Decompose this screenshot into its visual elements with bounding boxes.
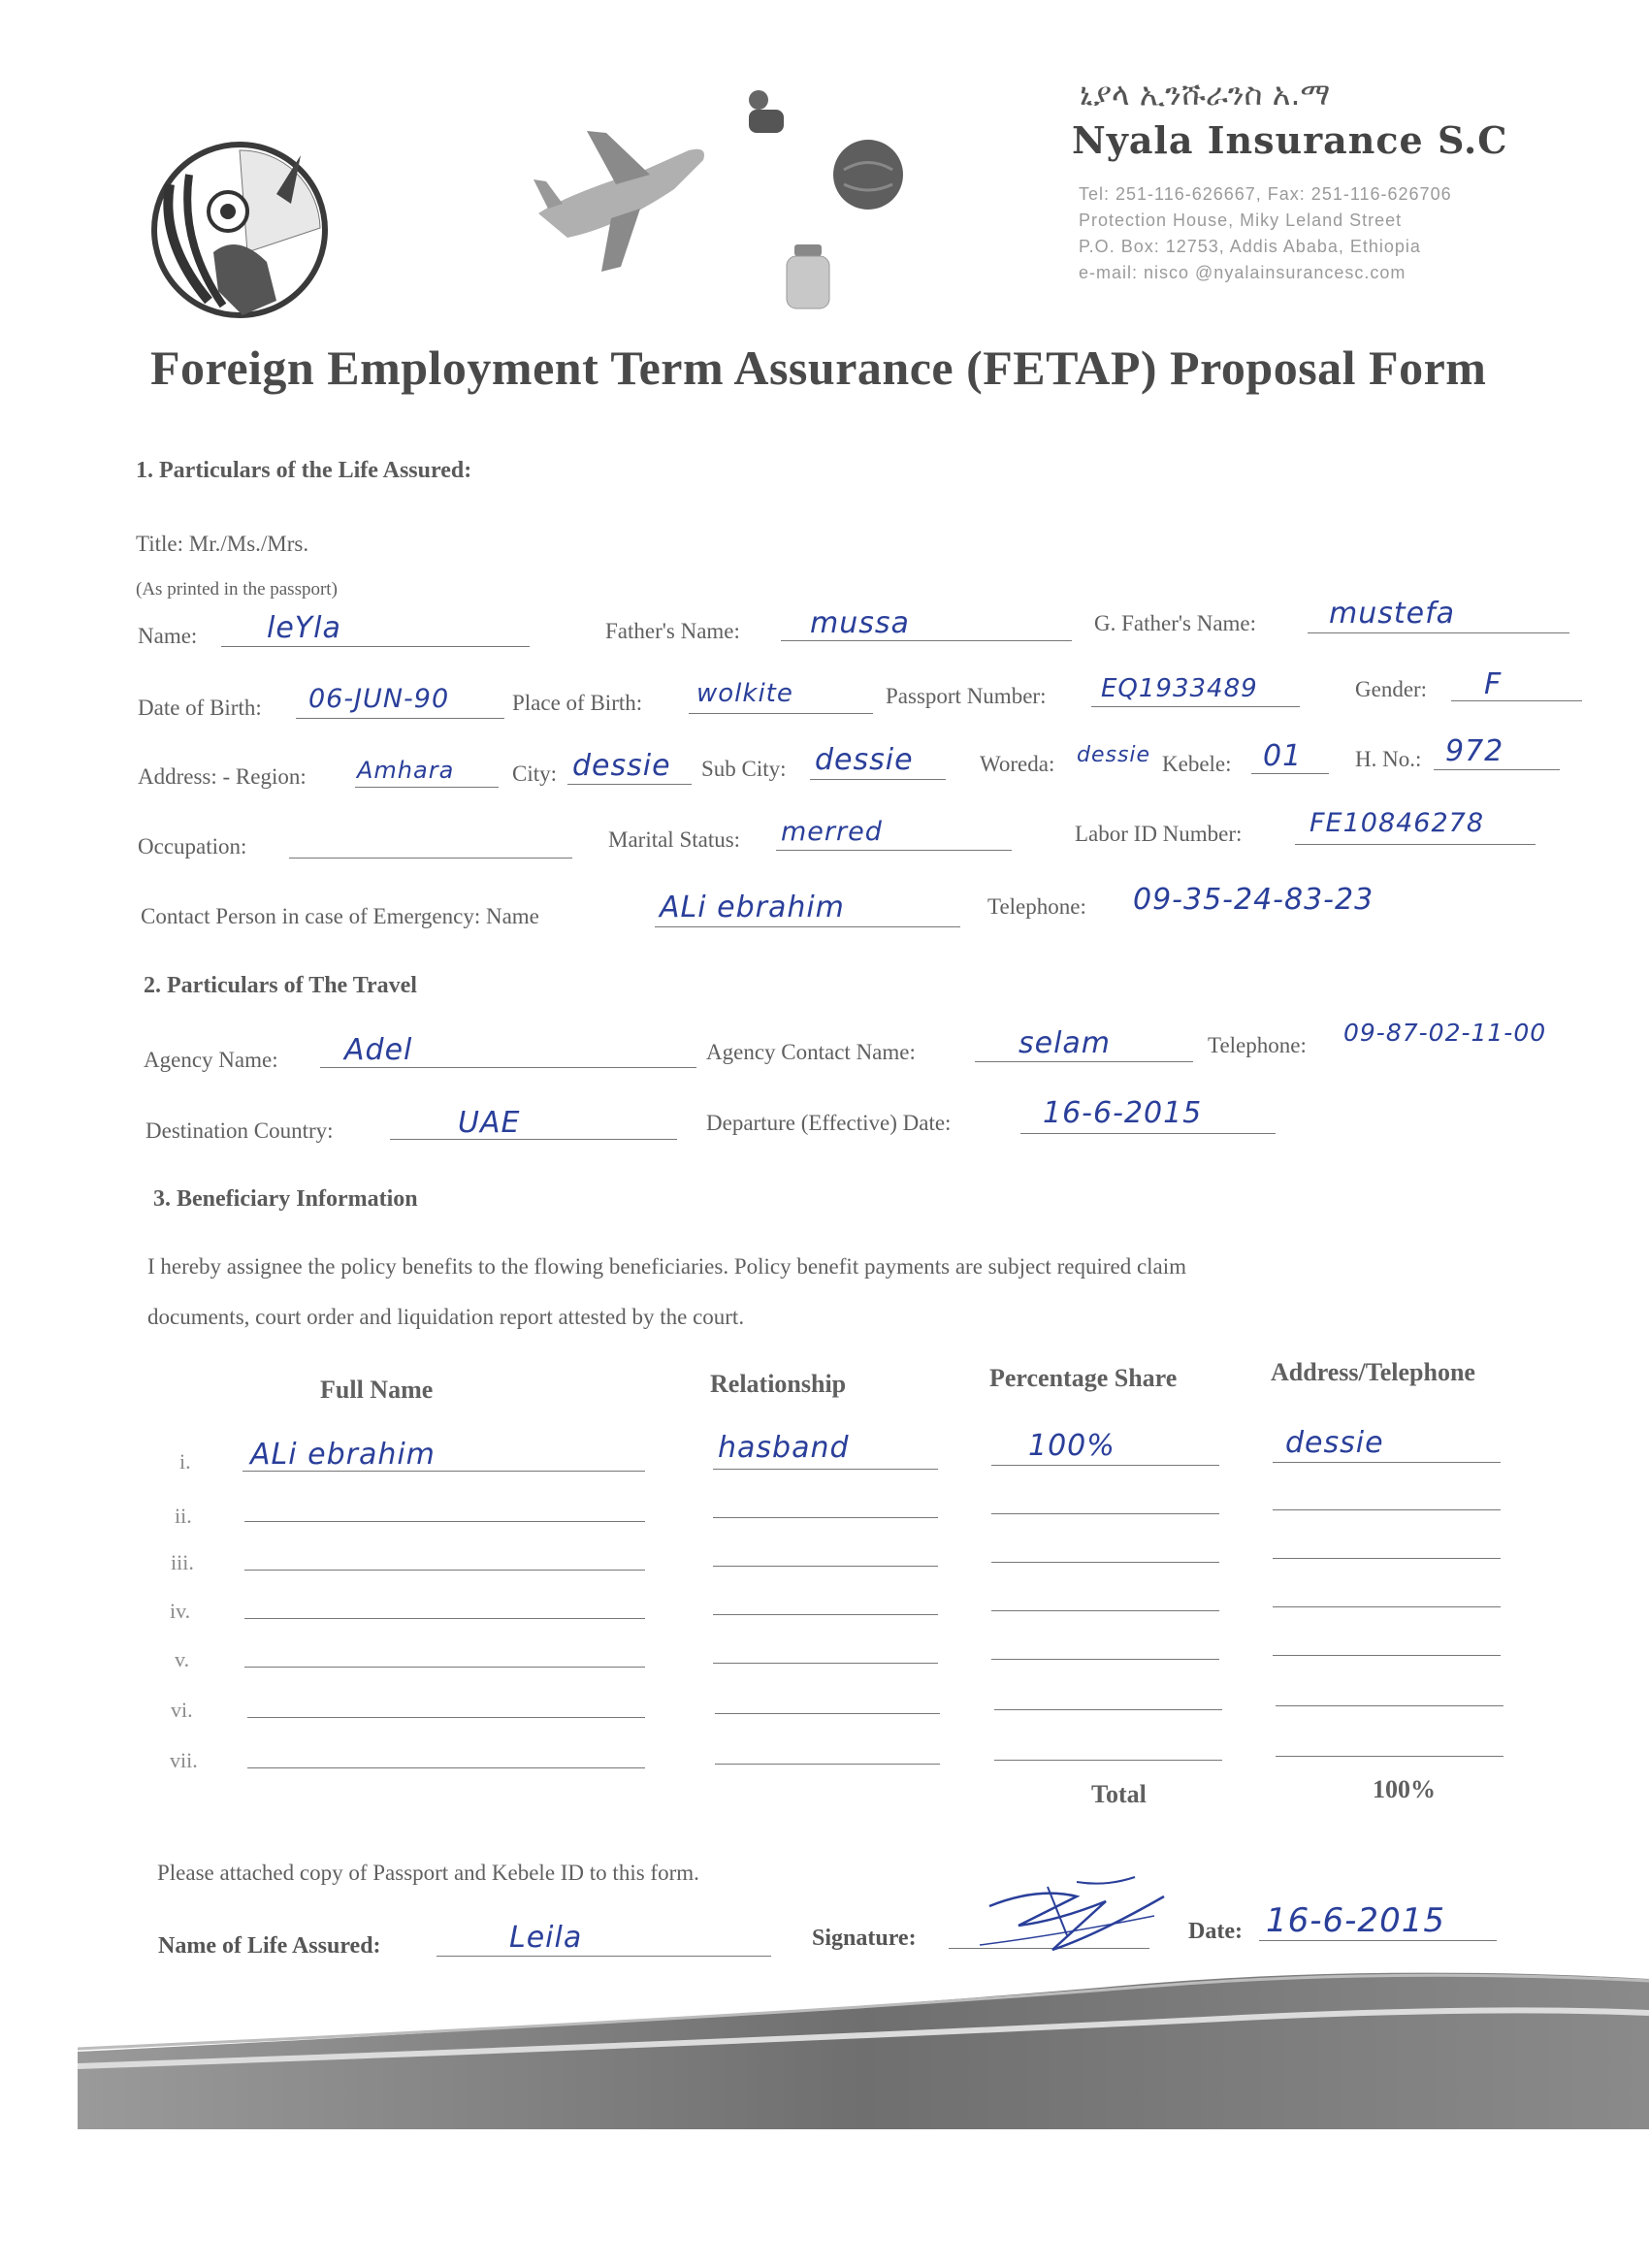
header-relationship: Relationship — [710, 1370, 847, 1398]
row-address-line[interactable] — [1273, 1606, 1501, 1607]
title-label: Title: Mr./Ms./Mrs. — [136, 532, 309, 556]
agency-name-field[interactable]: Adel — [344, 1033, 413, 1067]
row-relationship-line[interactable] — [713, 1663, 938, 1664]
gfather-name-label: G. Father's Name: — [1094, 611, 1257, 635]
signature-image[interactable] — [960, 1867, 1183, 1964]
region-field[interactable]: Amhara — [357, 757, 455, 784]
company-po-box: P.O. Box: 12753, Addis Ababa, Ethiopia — [1079, 237, 1421, 256]
passport-label: Passport Number: — [886, 684, 1047, 708]
company-amharic-name: ኒያላ ኢንሹራንስ አ.ማ — [1080, 76, 1331, 113]
labor-id-line — [1295, 844, 1536, 845]
row-address-line[interactable] — [1276, 1705, 1504, 1706]
header-percentage-share: Percentage Share — [989, 1364, 1178, 1392]
signature-label: Signature: — [812, 1926, 917, 1951]
row-number: i. — [179, 1449, 191, 1474]
emergency-contact-line — [655, 926, 960, 927]
row-relationship-line[interactable] — [715, 1764, 940, 1765]
row-share-line[interactable] — [991, 1562, 1219, 1563]
departure-label: Departure (Effective) Date: — [706, 1111, 952, 1135]
marital-label: Marital Status: — [608, 827, 741, 852]
subcity-field[interactable]: dessie — [815, 743, 914, 777]
row-address-line[interactable] — [1273, 1509, 1501, 1510]
woreda-label: Woreda: — [980, 752, 1055, 776]
date-line — [1259, 1940, 1497, 1941]
company-email: e-mail: nisco @nyalainsurancesc.com — [1079, 263, 1406, 282]
row-address-line[interactable] — [1276, 1756, 1504, 1757]
row-number: v. — [175, 1647, 190, 1671]
marital-field[interactable]: merred — [781, 817, 883, 847]
row-relationship-line[interactable] — [713, 1566, 938, 1567]
pob-label: Place of Birth: — [512, 691, 643, 715]
agency-contact-field[interactable]: selam — [1018, 1026, 1112, 1060]
agency-contact-label: Agency Contact Name: — [706, 1040, 916, 1064]
occupation-label: Occupation: — [138, 834, 247, 859]
gender-line — [1451, 700, 1582, 701]
row-address-line[interactable] — [1273, 1558, 1501, 1559]
beneficiary-intro-line2: documents, court order and liquidation report attested by the court. — [147, 1305, 745, 1329]
row-share-line[interactable] — [994, 1709, 1222, 1710]
row-relationship-line[interactable] — [715, 1713, 940, 1714]
agency-name-line — [320, 1067, 696, 1068]
gfather-name-field[interactable]: mustefa — [1329, 597, 1456, 631]
destination-line — [390, 1139, 677, 1140]
dob-field[interactable]: 06-JUN-90 — [308, 684, 450, 714]
region-label: Address: - Region: — [138, 764, 307, 789]
pob-field[interactable]: wolkite — [696, 679, 793, 708]
destination-label: Destination Country: — [146, 1118, 334, 1143]
labor-id-field[interactable]: FE10846278 — [1310, 808, 1485, 838]
row-name-line[interactable] — [244, 1521, 645, 1522]
row-relationship-line[interactable] — [713, 1614, 938, 1615]
father-name-field[interactable]: mussa — [810, 606, 910, 640]
section3-heading: 3. Beneficiary Information — [153, 1186, 418, 1212]
gfather-name-line — [1308, 632, 1569, 633]
name-label: Name: — [138, 624, 198, 648]
company-tel: Tel: 251-116-626667, Fax: 251-116-626706 — [1079, 184, 1452, 204]
departure-line — [1020, 1133, 1276, 1134]
beneficiary-intro-line1: I hereby assignee the policy benefits to the flowing beneficiaries. Policy benefit payments are subject required claim — [147, 1254, 1187, 1279]
passport-field[interactable]: EQ1933489 — [1101, 674, 1258, 703]
name-field[interactable]: leYla — [267, 611, 341, 645]
gender-label: Gender: — [1355, 677, 1428, 701]
kebele-field[interactable]: 01 — [1263, 739, 1303, 773]
emergency-telephone-label: Telephone: — [987, 894, 1086, 919]
passport-line — [1091, 706, 1300, 707]
beneficiary-address-field[interactable]: dessie — [1285, 1426, 1384, 1460]
emergency-contact-label: Contact Person in case of Emergency: Name — [141, 904, 539, 928]
emergency-telephone-field[interactable]: 09-35-24-83-23 — [1133, 883, 1374, 917]
globe-icon — [829, 136, 907, 213]
life-assured-line — [436, 1956, 771, 1957]
header-address-telephone: Address/Telephone — [1271, 1358, 1475, 1386]
row-relationship-line — [713, 1469, 938, 1470]
kebele-label: Kebele: — [1162, 752, 1232, 776]
dob-line — [296, 718, 504, 719]
life-assured-label: Name of Life Assured: — [158, 1933, 381, 1959]
row-number: iv. — [170, 1599, 191, 1623]
attach-note: Please attached copy of Passport and Kebele ID to this form. — [157, 1861, 699, 1885]
header-full-name: Full Name — [320, 1376, 434, 1404]
agency-contact-line — [975, 1061, 1193, 1062]
agency-name-label: Agency Name: — [144, 1048, 278, 1072]
beneficiary-relationship-field[interactable]: hasband — [718, 1431, 850, 1465]
row-name-line[interactable] — [244, 1570, 645, 1571]
company-logo — [131, 136, 349, 325]
total-label: Total — [1091, 1780, 1147, 1808]
region-line — [355, 787, 499, 788]
section1-heading: 1. Particulars of the Life Assured: — [136, 458, 472, 483]
father-name-line — [781, 640, 1072, 641]
subcity-label: Sub City: — [701, 757, 787, 781]
row-number: iii. — [171, 1550, 194, 1574]
name-line — [221, 646, 530, 647]
gender-field[interactable]: F — [1484, 667, 1503, 701]
occupation-line — [289, 858, 572, 859]
row-number: ii. — [175, 1504, 192, 1528]
total-value: 100% — [1373, 1775, 1436, 1803]
marital-line — [776, 850, 1012, 851]
row-share-line[interactable] — [994, 1760, 1222, 1761]
company-name: Nyala Insurance S.C — [1072, 118, 1508, 162]
life-assured-field[interactable]: Leila — [509, 1921, 583, 1955]
dob-label: Date of Birth: — [138, 696, 262, 720]
city-line — [567, 784, 692, 785]
city-field[interactable]: dessie — [572, 749, 671, 783]
row-share-line[interactable] — [991, 1659, 1219, 1660]
row-address-line[interactable] — [1273, 1655, 1501, 1656]
agency-telephone-label: Telephone: — [1208, 1033, 1307, 1057]
row-share-line — [991, 1465, 1219, 1466]
beneficiary-share-field[interactable]: 100% — [1028, 1429, 1116, 1463]
row-share-line[interactable] — [991, 1610, 1219, 1611]
row-name-line[interactable] — [244, 1667, 645, 1668]
passport-note: (As printed in the passport) — [136, 579, 338, 599]
row-number: vii. — [170, 1748, 198, 1772]
row-share-line[interactable] — [991, 1513, 1219, 1514]
destination-field[interactable]: UAE — [458, 1106, 521, 1140]
form-title: Foreign Employment Term Assurance (FETAP) Proposal Form — [150, 340, 1487, 395]
section2-heading: 2. Particulars of The Travel — [144, 973, 417, 998]
agency-telephone-field[interactable]: 09-87-02-11-00 — [1343, 1019, 1547, 1047]
date-label: Date: — [1188, 1919, 1243, 1944]
row-name-line[interactable] — [244, 1618, 645, 1619]
medicine-bottle-icon — [781, 241, 839, 313]
footer-wave-band — [78, 1960, 1649, 2134]
labor-id-label: Labor ID Number: — [1075, 822, 1243, 846]
father-name-label: Father's Name: — [605, 619, 740, 643]
woreda-field[interactable]: dessie — [1077, 743, 1151, 767]
city-label: City: — [512, 761, 558, 786]
house-field[interactable]: 972 — [1445, 734, 1504, 768]
row-relationship-line[interactable] — [713, 1517, 938, 1518]
house-line — [1434, 769, 1560, 770]
pin-icon — [737, 82, 795, 141]
subcity-line — [810, 779, 946, 780]
house-label: H. No.: — [1355, 747, 1422, 771]
kebele-line — [1251, 773, 1329, 774]
row-address-line — [1273, 1462, 1501, 1463]
company-address: Protection House, Miky Leland Street — [1079, 211, 1403, 230]
pob-line — [689, 713, 873, 714]
row-name-line[interactable] — [247, 1717, 645, 1718]
date-field[interactable]: 16-6-2015 — [1266, 1901, 1445, 1940]
airplane-icon — [529, 121, 713, 276]
row-name-line[interactable] — [247, 1767, 645, 1768]
emergency-contact-field[interactable]: ALi ebrahim — [660, 891, 845, 924]
departure-field[interactable]: 16-6-2015 — [1043, 1096, 1203, 1130]
row-number: vi. — [171, 1698, 193, 1722]
beneficiary-name-field[interactable]: ALi ebrahim — [250, 1438, 436, 1472]
